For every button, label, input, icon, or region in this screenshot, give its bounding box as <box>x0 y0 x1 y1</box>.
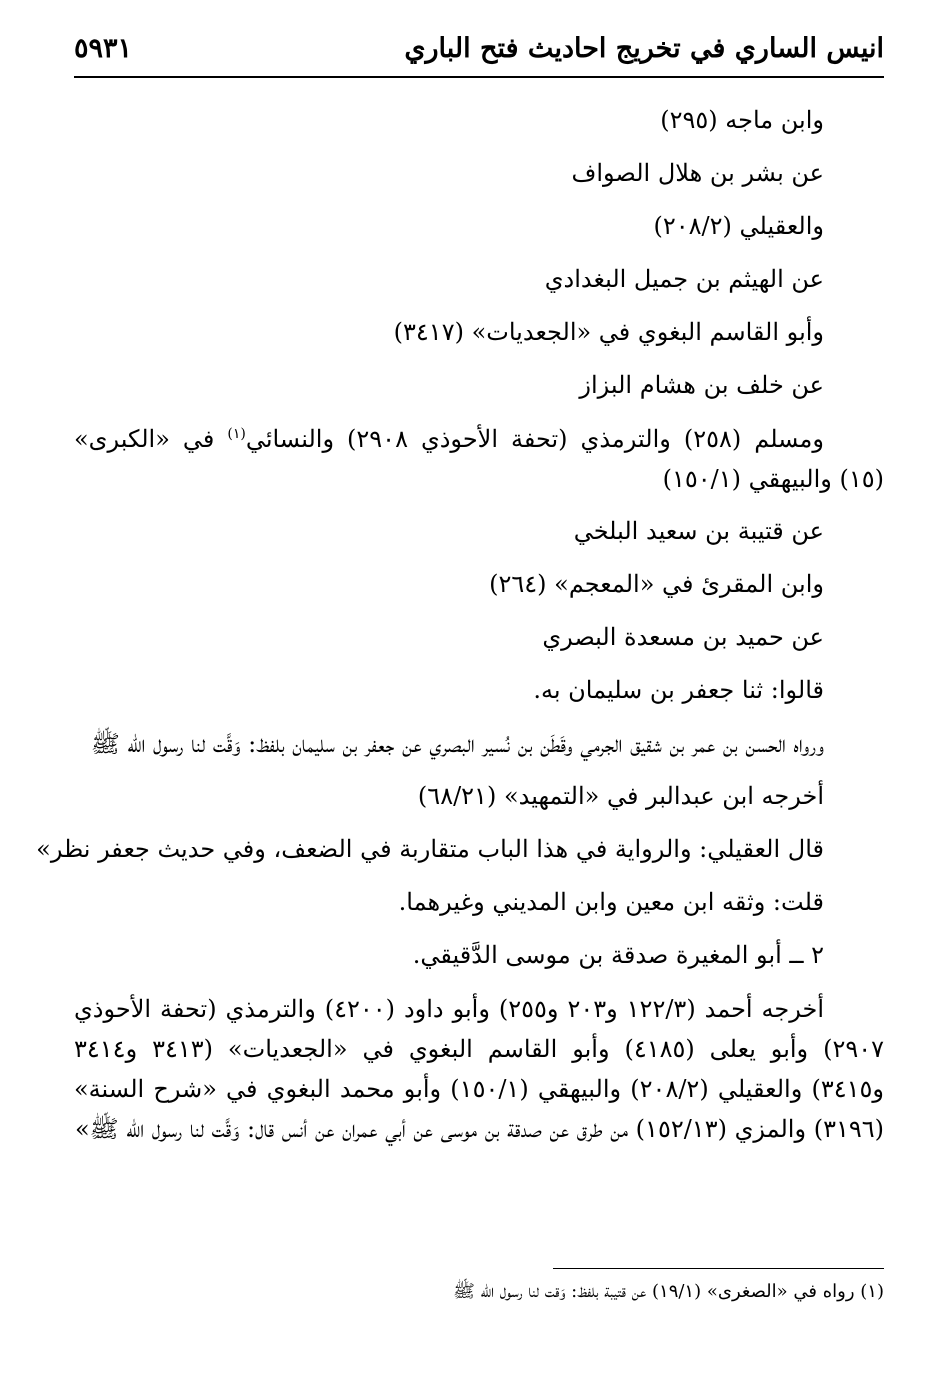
text-line: عن خلف بن هشام البزاز <box>579 371 824 399</box>
page-header <box>74 22 884 74</box>
text-line: وابن ماجه (٢٩٥) <box>660 106 824 134</box>
text-line: عن حميد بن مسعدة البصري <box>542 623 824 651</box>
page-number: ٥٩٣١ <box>74 32 133 64</box>
footnote-reference[interactable]: (١) <box>227 426 246 442</box>
text-line: قلت: وثقه ابن معين وابن المديني وغيرهما. <box>398 888 824 916</box>
paragraph: ورواه الحسن بن عمر بن شقيق الجرمي وقَطَن بن نُسير البصري عن جعفر بن سليمان بلفظ: وَقَّت لنا رسول الله ﷺ <box>90 730 824 758</box>
paragraph: أخرجه أحمد (١٢٢/٣ و٢٠٣ و٢٥٥) وأبو داود (٤٢٠٠) والترمذي (تحفة الأحوذي ٢٩٠٧) وأبو يعلى (٤١٨٥) وأبو القاسم البغوي في «الجعديات» (٣٤١٣ و٣٤١٤ و٣٤١٥) والعقيلي (٢٠٨/٢) والبيهقي (١٥٠/١) وأبو محمد البغوي في «شرح السنة» (٣١٩٦) والمزي (١٥٢/١٣) من طرق عن صدقة بن موسى عن أبي عمران عن أنس قال: وَقَّت لنا رسول الله ﷺ» <box>74 995 885 1143</box>
paragraph <box>74 412 884 505</box>
section-heading: ٢ ــ أبو المغيرة صدقة بن موسى الدَّقيقي. <box>412 941 824 969</box>
main-text <box>36 94 885 1155</box>
header-rule <box>74 76 884 78</box>
text-line: عن الهيثم بن جميل البغدادي <box>544 265 824 293</box>
running-title: انيس الساري في تخريج احاديث فتح الباري <box>404 32 884 64</box>
text-line: عن بشر بن هلال الصواف <box>571 159 824 187</box>
text-line: قال العقيلي: والرواية في هذا الباب متقاربة في الضعف، وفي حديث جعفر نظر» <box>36 835 824 863</box>
footnote-rule <box>553 1268 884 1269</box>
text-line: والعقيلي (٢٠٨/٢) <box>653 212 824 240</box>
footnote: (١) رواه في «الصغرى» (١٩/١) عن قتيبة بلفظ: وَقت لنا رسول الله ﷺ <box>453 1281 884 1302</box>
text-line: وابن المقرئ في «المعجم» (٢٦٤) <box>489 570 824 598</box>
paragraph-text: في «الكبرى» (١٥) والبيهقي (١٥٠/١) <box>74 425 884 493</box>
text-line: عن قتيبة بن سعيد البلخي <box>573 517 824 545</box>
paragraph-text: ومسلم (٢٥٨) والترمذي (تحفة الأحوذي ٢٩٠٨) والنسائي <box>245 425 825 453</box>
text-line: أخرجه ابن عبدالبر في «التمهيد» (٦٨/٢١) <box>417 782 824 810</box>
text-line: قالوا: ثنا جعفر بن سليمان به. <box>533 676 824 704</box>
text-line: وأبو القاسم البغوي في «الجعديات» (٣٤١٧) <box>393 318 824 346</box>
